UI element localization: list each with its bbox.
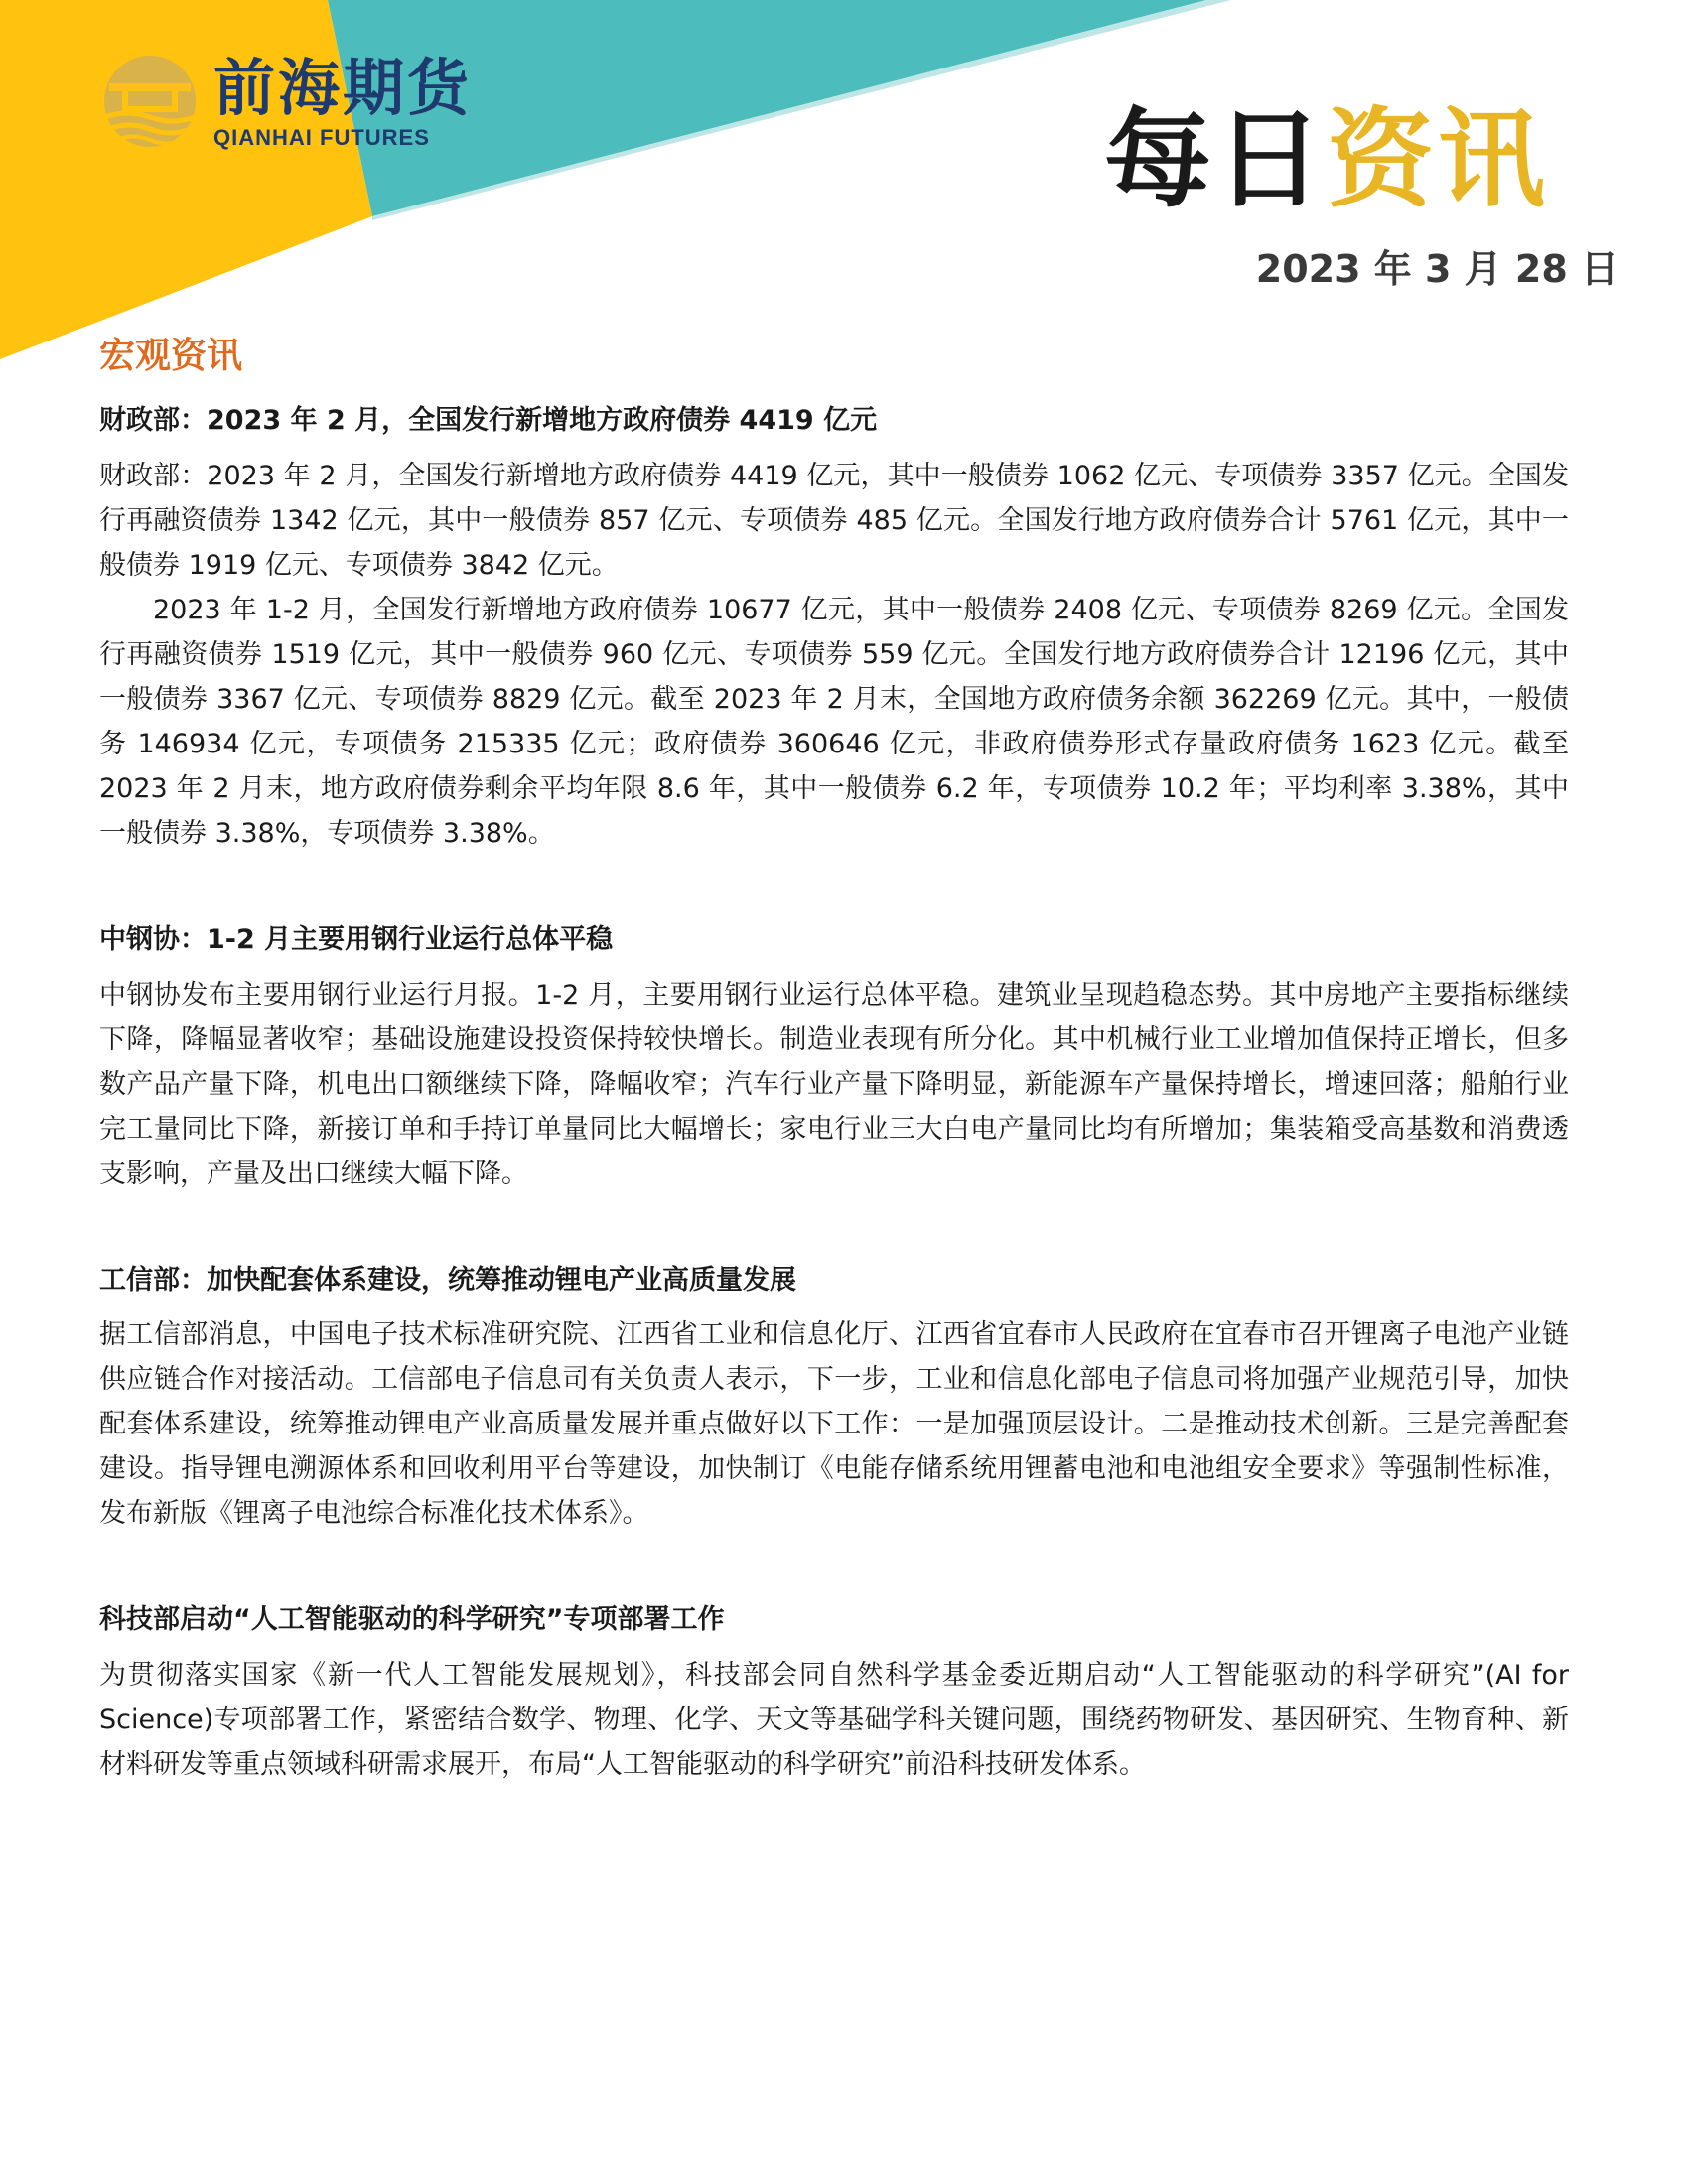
logo-english-name: QIANHAI FUTURES — [213, 125, 430, 150]
article-title: 中钢协：1-2 月主要用钢行业运行总体平稳 — [99, 923, 614, 955]
article-1 — [99, 402, 1569, 856]
article-paragraph: 据工信部消息，中国电子技术标准研究院、江西省工业和信息化厅、江西省宜春市人民政府在宜春市召开锂离子电池产业链供应链合作对接活动。工信部电子信息司有关负责人表示，下一步，工业和信息化部电子信息司将加强产业规范引导，加快配套体系建设，统筹推动锂电产业高质量发展并重点做好以下工作：一是加强顶层设计。二是推动技术创新。三是完善配套建设。指导锂电溯源体系和回收利用平台等建设，加快制订《电能存储系统用锂蓄电池和电池组安全要求》等强制性标准，发布新版《锂离子电池综合标准化技术体系》。 — [99, 1319, 1569, 1530]
article-4 — [99, 1601, 1569, 1787]
qianhai-logo-icon — [95, 54, 205, 153]
article-title: 财政部：2023 年 2 月，全国发行新增地方政府债券 4419 亿元 — [99, 405, 878, 436]
article-paragraph: 为贯彻落实国家《新一代人工智能发展规划》，科技部会同自然科学基金委近期启动“人工智能驱动的科学研究”(AI for Science)专项部署工作，紧密结合数学、物理、化学、天文等基础学科关键问题，围绕药物研发、基因研究、生物育种、新材料研发等重点领域科研需求展开，布局“人工智能驱动的科学研究”前沿科技研发体系。 — [99, 1660, 1569, 1781]
page-title-part1: 每日 — [1103, 98, 1327, 222]
section-title: 宏观资讯 — [99, 336, 243, 376]
logo-chinese-name: 前海期货 — [213, 52, 473, 124]
article-title: 科技部启动“人工智能驱动的科学研究”专项部署工作 — [99, 1604, 725, 1636]
report-date: 2023 年 3 月 28 日 — [1255, 247, 1618, 291]
article-title: 工信部：加快配套体系建设，统筹推动锂电产业高质量发展 — [99, 1264, 796, 1296]
article-paragraph: 财政部：2023 年 2 月，全国发行新增地方政府债券 4419 亿元，其中一般债券 1062 亿元、专项债券 3357 亿元。全国发行再融资债券 1342 亿元，其中一般债券 857 亿元、专项债券 485 亿元。全国发行地方政府债券合计 5761 亿元，其中一般债券 1919 亿元、专项债券 3842 亿元。 — [99, 460, 1569, 581]
article-paragraph: 2023 年 1-2 月，全国发行新增地方政府债券 10677 亿元，其中一般债券 2408 亿元、专项债券 8269 亿元。全国发行再融资债券 1519 亿元，其中一般债券 960 亿元、专项债券 559 亿元。全国发行地方政府债券合计 12196 亿元，其中一般债券 3367 亿元、专项债券 8829 亿元。截至 2023 年 2 月末，全国地方政府债务余额 362269 亿元。其中，一般债务 146934 亿元，专项债务 215335 亿元；政府债券 360646 亿元，非政府债券形式存量政府债务 1623 亿元。截至 2023 年 2 月末，地方政府债券剩余平均年限 8.6 年，其中一般债券 6.2 年，专项债券 10.2 年；平均利率 3.38%，其中一般债券 3.38%，专项债券 3.38%。 — [99, 594, 1569, 849]
page-title-part2: 资讯 — [1326, 98, 1549, 222]
main-content — [99, 328, 1569, 1852]
page-title — [1103, 98, 1549, 222]
article-paragraph: 中钢协发布主要用钢行业运行月报。1-2 月，主要用钢行业运行总体平稳。建筑业呈现趋稳态势。其中房地产主要指标继续下降，降幅显著收窄；基础设施建设投资保持较快增长。制造业表现有所分化。其中机械行业工业增加值保持正增长，但多数产品产量下降，机电出口额继续下降，降幅收窄；汽车行业产量下降明显，新能源车产量保持增长，增速回落；船舶行业完工量同比下降，新接订单和手持订单量同比大幅增长；家电行业三大白电产量同比均有所增加；集装箱受高基数和消费透支影响，产量及出口继续大幅下降。 — [99, 979, 1569, 1189]
article-3 — [99, 1262, 1569, 1537]
article-2 — [99, 921, 1569, 1196]
